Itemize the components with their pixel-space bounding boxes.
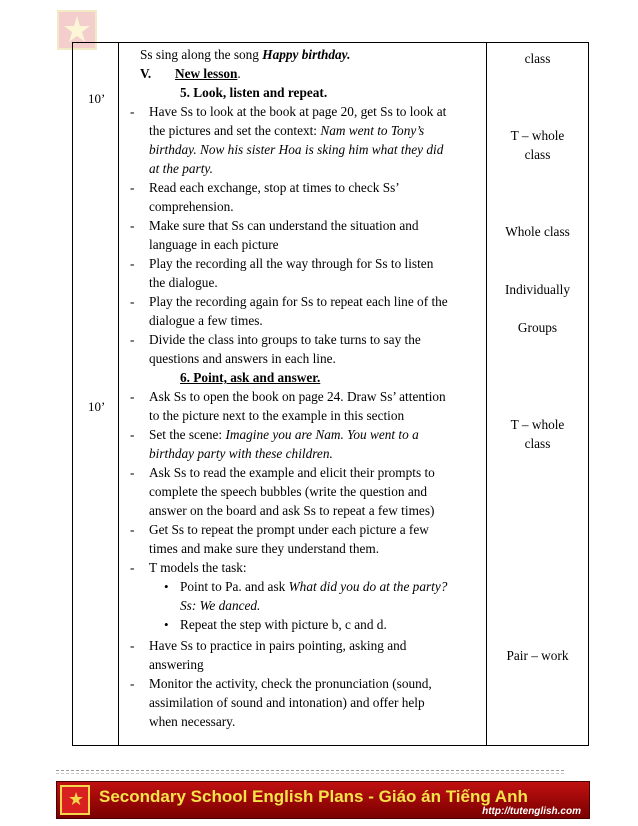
activity-line: Get Ss to repeat the prompt under each picture a few	[149, 522, 429, 537]
activity-line: Divide the class into groups to take turns to say the	[149, 332, 421, 347]
star-logo-icon: ★	[60, 785, 90, 815]
activity-line: answering	[149, 657, 204, 672]
interaction-label: T – whole	[510, 128, 565, 143]
activity-line: complete the speech bubbles (write the question and	[149, 484, 428, 499]
footer-banner	[56, 781, 590, 819]
dash-marker: -	[130, 560, 135, 575]
dash-marker: -	[130, 465, 135, 480]
activity-line: Read each exchange, stop at times to check Ss’	[149, 180, 400, 195]
subsection-heading: 5. Look, listen and repeat.	[180, 85, 328, 100]
activity-line: Ss sing along the song Happy birthday.	[140, 47, 351, 62]
activity-line: Have Ss to practice in pairs pointing, asking and	[149, 638, 407, 653]
interaction-column	[487, 43, 589, 746]
dash-marker: -	[130, 294, 135, 309]
time-column	[73, 43, 119, 746]
dash-marker: -	[130, 332, 135, 347]
footer-divider	[56, 773, 564, 774]
bullet-icon: •	[164, 579, 169, 594]
dash-marker: -	[130, 676, 135, 691]
activity-line: Ss: We danced.	[180, 598, 261, 613]
activity-line: when necessary.	[149, 714, 236, 729]
time-mark: 10’	[88, 91, 106, 106]
bullet-icon: •	[164, 617, 169, 632]
lesson-plan-table	[72, 42, 589, 746]
activity-line: birthday. Now his sister Hoa is sking him what they did	[149, 142, 444, 157]
activity-line: birthday party with these children.	[149, 446, 333, 461]
activity-line: assimilation of sound and intonation) and offer help	[149, 695, 425, 710]
activity-line: Monitor the activity, check the pronunciation (sound,	[149, 676, 432, 691]
subsection-heading: 6. Point, ask and answer.	[180, 370, 321, 385]
activity-line: times and make sure they understand them.	[149, 541, 380, 556]
dash-marker: -	[130, 389, 135, 404]
activity-line: language in each picture	[149, 237, 279, 252]
activity-line: Set the scene: Imagine you are Nam. You went to a	[149, 427, 419, 442]
time-mark: 10’	[88, 399, 106, 414]
dash-marker: -	[130, 522, 135, 537]
activity-line: T models the task:	[149, 560, 247, 575]
activity-line: Have Ss to look at the book at page 20, get Ss to look at	[149, 104, 447, 119]
interaction-label: class	[524, 147, 551, 162]
dash-marker: -	[130, 104, 135, 119]
activity-line: at the party.	[149, 161, 213, 176]
interaction-label: class	[524, 436, 551, 451]
interaction-label: T – whole	[510, 417, 565, 432]
banner-url: http://tutenglish.com	[482, 806, 581, 817]
interaction-label: Groups	[517, 320, 558, 335]
activity-line: to the picture next to the example in this section	[149, 408, 405, 423]
activity-line: the dialogue.	[149, 275, 218, 290]
section-title: New lesson.	[175, 66, 241, 81]
banner-title: Secondary School English Plans - Giáo án Tiếng Anh	[99, 787, 528, 806]
interaction-label: Pair – work	[506, 648, 569, 663]
activity-line: answer on the board and ask Ss to repeat a few times)	[149, 503, 435, 518]
interaction-label: Whole class	[505, 224, 570, 239]
activity-line: Play the recording all the way through for Ss to listen	[149, 256, 434, 271]
activity-line: the pictures and set the context: Nam went to Tony’s	[149, 123, 425, 138]
dash-marker: -	[130, 218, 135, 233]
interaction-label: class	[524, 51, 551, 66]
activity-column	[119, 43, 487, 746]
activity-line: Make sure that Ss can understand the situation and	[149, 218, 419, 233]
dash-marker: -	[130, 180, 135, 195]
dash-marker: -	[130, 427, 135, 442]
dash-marker: -	[130, 638, 135, 653]
activity-line: questions and answers in each line.	[149, 351, 336, 366]
footer-divider	[56, 770, 564, 771]
interaction-label: Individually	[505, 282, 570, 297]
activity-line: Ask Ss to read the example and elicit their prompts to	[149, 465, 435, 480]
activity-line: Repeat the step with picture b, c and d.	[180, 617, 387, 632]
activity-line: dialogue a few times.	[149, 313, 263, 328]
dash-marker: -	[130, 256, 135, 271]
activity-line: Ask Ss to open the book on page 24. Draw Ss’ attention	[149, 389, 446, 404]
activity-line: Play the recording again for Ss to repeat each line of the	[149, 294, 448, 309]
activity-line: Point to Pa. and ask What did you do at the party?	[180, 579, 448, 594]
activity-line: comprehension.	[149, 199, 234, 214]
section-heading: V.	[140, 66, 152, 81]
